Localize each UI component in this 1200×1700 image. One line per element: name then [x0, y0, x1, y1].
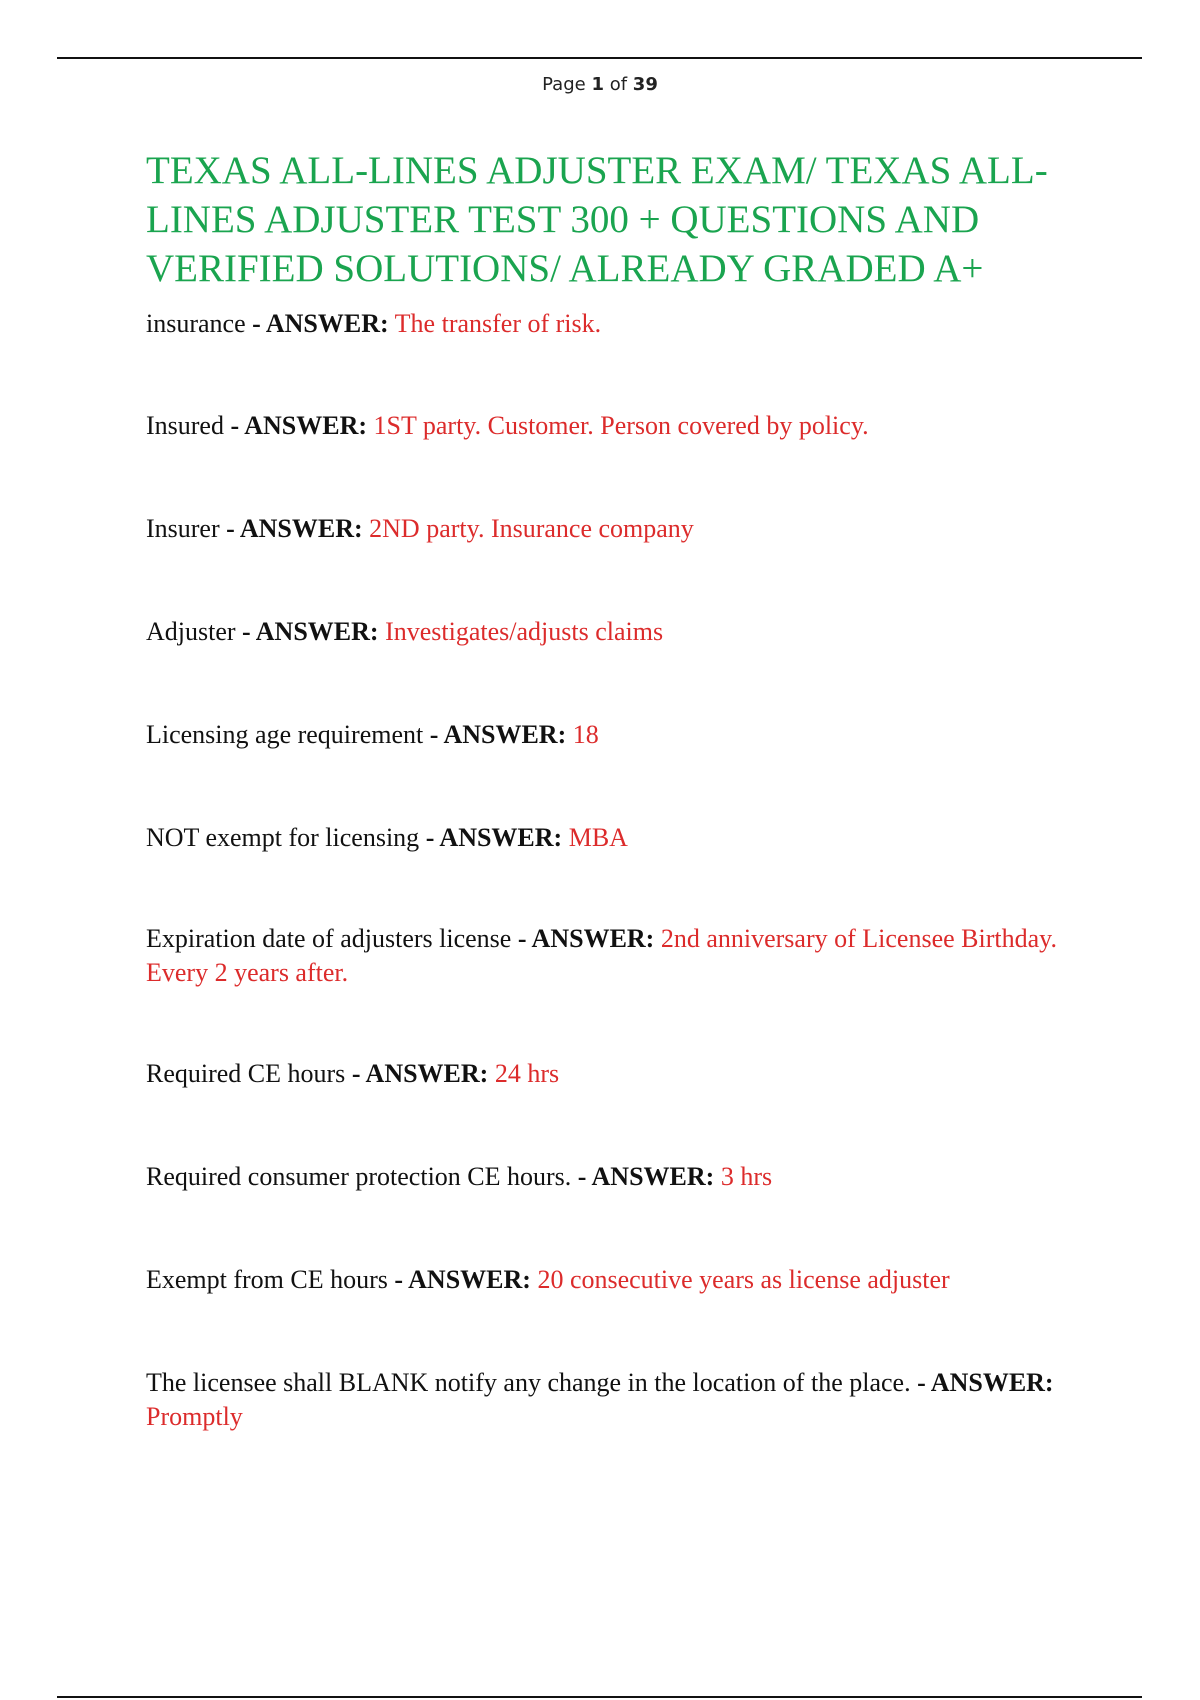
qa-item: [146, 1160, 1106, 1194]
qa-item: [146, 922, 1106, 990]
qa-item: [146, 512, 1106, 546]
answer-separator: - ANSWER:: [226, 514, 363, 543]
document-title: TEXAS ALL-LINES ADJUSTER EXAM/ TEXAS ALL-LINES ADJUSTER TEST 300 + QUESTIONS AND VERIFIED SOLUTIONS/ ALREADY GRADED A+: [146, 149, 1048, 290]
answer-text: 18: [572, 720, 599, 749]
answer-separator: - ANSWER:: [394, 1265, 531, 1294]
answer-separator: - ANSWER:: [917, 1368, 1054, 1397]
qa-item: [146, 307, 1106, 341]
document-body: [146, 146, 1106, 1434]
page-number-header: [0, 74, 1200, 95]
page-current: 1: [591, 74, 604, 95]
answer-separator: - ANSWER:: [242, 617, 379, 646]
answer-separator: - ANSWER:: [429, 720, 567, 749]
answer-separator: - ANSWER:: [230, 411, 367, 440]
qa-item: [146, 1057, 1106, 1091]
answer-separator: - ANSWER:: [517, 924, 655, 953]
answer-separator: - ANSWER:: [252, 309, 389, 338]
question-text: insurance: [146, 309, 246, 338]
answer-text: MBA: [568, 823, 628, 852]
answer-text: 2ND party. Insurance company: [369, 514, 694, 543]
qa-item: [146, 718, 1106, 752]
answer-text: 24 hrs: [494, 1059, 560, 1088]
answer-text: Promptly: [146, 1402, 243, 1431]
answer-text: 3 hrs: [720, 1162, 773, 1191]
answer-text: 1ST party. Customer. Person covered by policy.: [373, 411, 869, 440]
question-text: Exempt from CE hours: [146, 1265, 388, 1294]
question-text: Insurer: [146, 514, 220, 543]
answer-text: 20 consecutive years as license adjuster: [537, 1265, 950, 1294]
qa-item: [146, 1366, 1106, 1434]
answer-separator: - ANSWER:: [425, 823, 563, 852]
answer-text: 2nd anniversary of Licensee Birthday. Every 2 years after.: [146, 924, 1057, 987]
question-text: Expiration date of adjusters license: [146, 924, 512, 953]
question-text: Required consumer protection CE hours.: [146, 1162, 572, 1191]
qa-item: [146, 1263, 1106, 1297]
answer-separator: - ANSWER:: [351, 1059, 489, 1088]
qa-item: [146, 821, 1106, 855]
answer-text: The transfer of risk.: [394, 309, 602, 338]
page-label: Page: [542, 74, 586, 95]
answer-text: Investigates/adjusts claims: [385, 617, 664, 646]
header-rule: [57, 57, 1142, 59]
page-total: 39: [632, 74, 658, 95]
answer-separator: - ANSWER:: [577, 1162, 715, 1191]
question-text: Required CE hours: [146, 1059, 346, 1088]
question-text: NOT exempt for licensing: [146, 823, 420, 852]
question-text: The licensee shall BLANK notify any change in the location of the place.: [146, 1368, 911, 1397]
question-text: Insured: [146, 411, 224, 440]
qa-item: [146, 409, 1106, 443]
qa-item: [146, 615, 1106, 649]
question-text: Licensing age requirement: [146, 720, 424, 749]
page-of-label: of: [609, 74, 628, 95]
footer-rule: [57, 1696, 1142, 1698]
question-text: Adjuster: [146, 617, 236, 646]
